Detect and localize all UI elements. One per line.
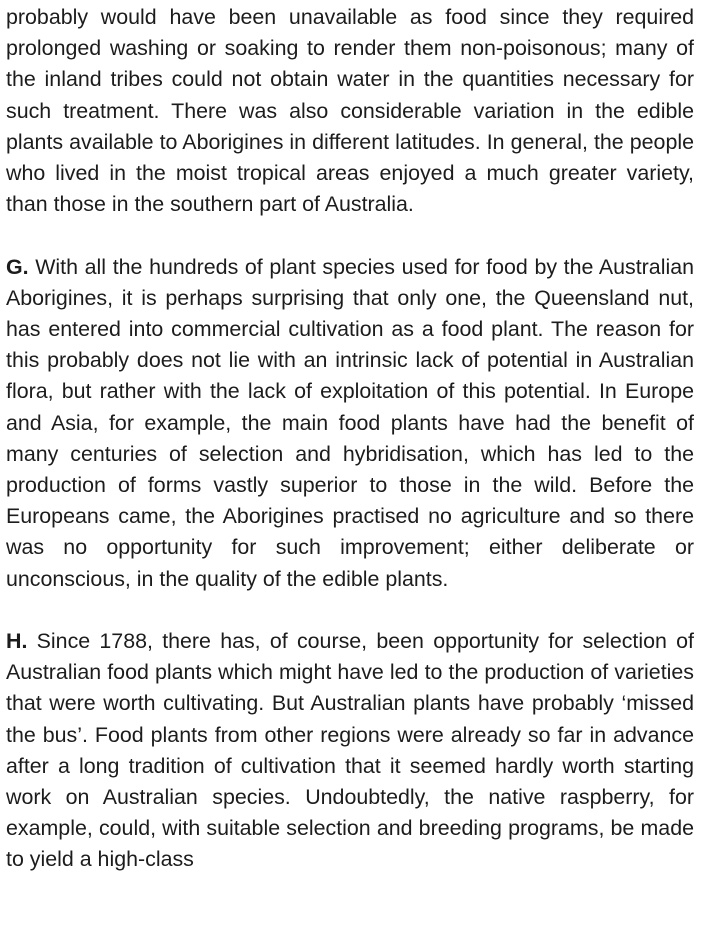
- paragraph-text: Since 1788, there has, of course, been opportunity for selection of Australian food plants which might have led to the production of varieties that were worth cultivating. But Australian plants have probably ‘missed the bus’. Food plants from other regions were already so far in advance after a long tradition of cultivation that it seemed hardly worth starting work on Australian species. Undoubtedly, the native raspberry, for example, could, with suitable selection and breeding programs, be made to yield a high-class: [6, 629, 694, 872]
- document-body: [6, 2, 694, 876]
- paragraph-text: probably would have been unavailable as food since they required prolonged washing or soaking to render them non-poisonous; many of the inland tribes could not obtain water in the quantities necessary for such treatment. There was also considerable variation in the edible plants available to Aborigines in different latitudes. In general, the people who lived in the moist tropical areas enjoyed a much greater variety, than those in the southern part of Australia.: [6, 5, 694, 217]
- paragraph-f-continued: [6, 2, 694, 220]
- paragraph-h: [6, 626, 694, 876]
- paragraph-text: With all the hundreds of plant species used for food by the Australian Aborigines, it is perhaps surprising that only one, the Queensland nut, has entered into commercial cultivation as a food plant. The reason for this probably does not lie with an intrinsic lack of potential in Australian flora, but rather with the lack of exploitation of this potential. In Europe and Asia, for example, the main food plants have had the benefit of many centuries of selection and hybridisation, which has led to the production of forms vastly superior to those in the wild. Before the Europeans came, the Aborigines practised no agriculture and so there was no opportunity for such improvement; either deliberate or unconscious, in the quality of the edible plants.: [6, 254, 694, 591]
- paragraph-g: [6, 252, 694, 595]
- paragraph-label: G.: [6, 254, 29, 279]
- paragraph-label: H.: [6, 629, 28, 654]
